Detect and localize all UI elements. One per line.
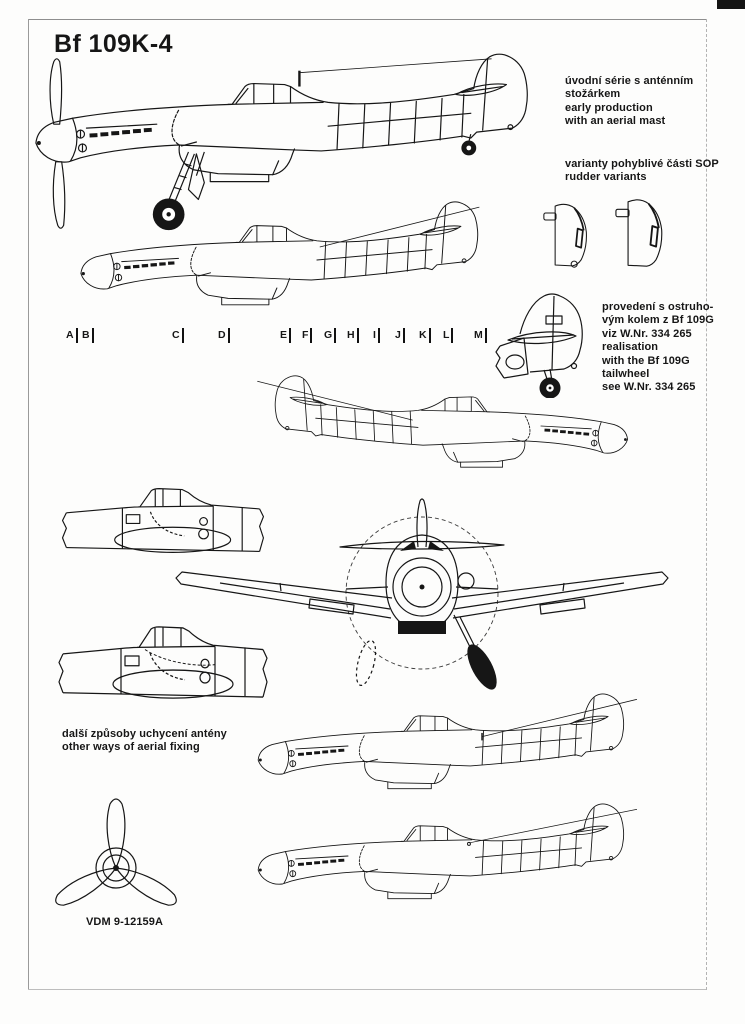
marker-letter: A: [66, 329, 74, 341]
annotation-line: with the Bf 109G: [602, 354, 690, 367]
annotation-line: see W.Nr. 334 265: [602, 381, 696, 394]
annotation-line: rudder variants: [565, 171, 647, 184]
airframe-drawing: [257, 376, 627, 467]
annotation-line: další způsoby uchycení antény: [62, 728, 227, 740]
antenna-wire: [257, 381, 412, 420]
annotation-aerial-mast: [565, 75, 693, 129]
aerial-mast-and-wire: [299, 59, 491, 87]
scan-corner-mark: [717, 0, 745, 9]
annotation-line: provedení s ostruho-: [602, 301, 714, 313]
annotation-line: vým kolem z Bf 109G: [602, 314, 714, 327]
marker-letter: J: [395, 329, 401, 341]
airframe-drawing: [81, 202, 479, 305]
antenna-wire: [467, 809, 636, 845]
annotation-rudder-variants: [565, 158, 719, 185]
annotation-line: with an aerial mast: [565, 115, 666, 128]
marker-letter: G: [324, 329, 333, 341]
rudder-variant-2: [615, 192, 671, 276]
marker-letter: D: [218, 329, 226, 341]
page-border-top: [28, 19, 706, 20]
marker-letter: M: [474, 329, 483, 341]
annotation-line: early production: [565, 101, 653, 114]
side-view-standard: [34, 190, 539, 342]
annotation-line: viz W.Nr. 334 265: [602, 327, 692, 340]
rudder-variant-1: [543, 194, 595, 278]
annotation-line: varianty pohyblivé části SOP: [565, 158, 719, 170]
annotation-line: other ways of aerial fixing: [62, 741, 200, 754]
annotation-line: tailwheel: [602, 368, 650, 381]
annotation-line: VDM 9-12159A: [86, 916, 164, 928]
side-view-starboard: [200, 372, 690, 507]
airframe-drawing: [258, 804, 637, 899]
marker-letter: C: [172, 329, 180, 341]
marker-letter: F: [302, 329, 309, 341]
annotation-line: stožárkem: [565, 88, 621, 101]
annotation-line: úvodní série s anténním: [565, 75, 694, 87]
airframe-drawing: [258, 694, 637, 789]
propeller-front-view: [38, 790, 198, 925]
marker-letter: K: [419, 329, 427, 341]
marker-letter: E: [280, 329, 288, 341]
page-border-bottom: [28, 989, 706, 990]
marker-letter: I: [373, 329, 376, 341]
annotation-line: realisation: [602, 341, 659, 354]
side-view-aerial-variant-2: [200, 800, 695, 940]
page-title: Bf 109K-4: [54, 30, 173, 58]
marker-letter: H: [347, 329, 355, 341]
marker-letter: B: [82, 329, 90, 341]
marker-letter: L: [443, 329, 450, 341]
antenna-wire: [320, 207, 480, 247]
